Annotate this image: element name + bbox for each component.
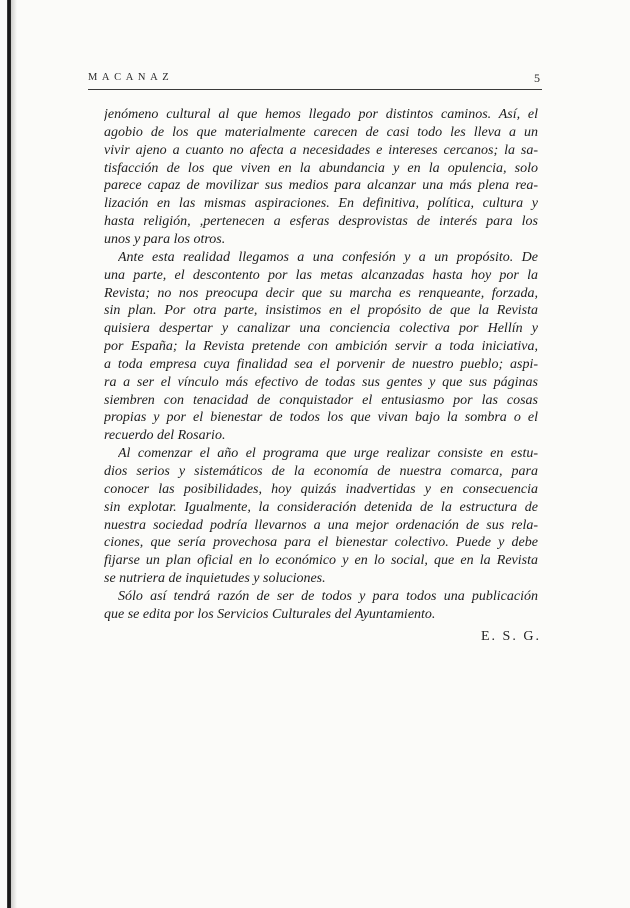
text-line: Sólo así tendrá razón de ser de todos y para todos una publicación	[118, 588, 538, 604]
text-line: jenómeno cultural al que hemos llegado por distintos caminos. Así, el	[104, 107, 538, 122]
text-line: Revista; no nos preocupa decir que su marcha es renqueante, forzada,	[104, 285, 538, 301]
text-line: siembren con tenacidad de conquistador el entusiasmo por las cosas	[104, 392, 538, 408]
text-line: se nutriera de inquietudes y soluciones.	[104, 571, 326, 587]
text-line: nuestra sociedad podría llevarnos a una mejor ordenación de sus rela-	[104, 517, 538, 533]
text-line: ra a ser el vínculo más efectivo de todas sus gentes y que sus páginas	[104, 374, 538, 390]
text-line: agobio de los que materialmente carecen de casi todo les lleva a un	[104, 124, 538, 140]
text-line: Al comenzar el año el programa que urge realizar consiste en estu-	[118, 446, 538, 462]
text-line: por España; la Revista pretende con ambición servir a toda iniciativa,	[104, 339, 538, 355]
text-line: tisfacción de los que viven en la abundancia y en la opulencia, solo	[104, 160, 538, 176]
text-line: ciones, que sería provechosa para el bienestar colectivo. Puede y debe	[104, 535, 538, 551]
page-number: 5	[534, 71, 540, 85]
text-line: unos y para los otros.	[104, 231, 226, 247]
text-line: quisiera despertar y canalizar una conciencia colectiva por Hellín y	[104, 321, 538, 337]
text-line: dios serios y sistemáticos de la economía de nuestra comarca, para	[104, 464, 538, 479]
page-binding-shadow	[11, 0, 17, 908]
text-line: propias y por el bienestar de todos los que vivan bajo la sombra o el	[104, 410, 538, 426]
running-header-title: MACANAZ	[88, 72, 174, 83]
text-line: sin explotar. Igualmente, la consideración detenida de la estructura de	[104, 499, 538, 515]
text-line: que se edita por los Servicios Culturales del Ayuntamiento.	[104, 606, 436, 622]
text-line: parece capaz de movilizar sus medios para alcanzar una más plena rea-	[104, 178, 538, 194]
author-initials: E. S. G.	[481, 629, 541, 644]
text-line: Ante esta realidad llegamos a una confesión y a un propósito. De	[118, 249, 538, 265]
text-line: fijarse un plan oficial en lo económico y en lo social, que en la Revista	[104, 553, 538, 569]
text-line: hasta religión, ,pertenecen a esferas desprovistas de interés para los	[104, 214, 538, 230]
text-line: a toda empresa cuya finalidad sea el porvenir de nuestro pueblo; aspi-	[104, 356, 538, 372]
text-line: una parte, el descontento por las metas alcanzadas hasta hoy por la	[104, 267, 538, 283]
text-line: recuerdo del Rosario.	[104, 428, 226, 444]
text-line: lización en las mismas aspiraciones. En definitiva, política, cultura y	[104, 196, 538, 212]
text-line: vivir ajeno a cuanto no afecta a necesidades e intereses cercanos; la sa-	[104, 142, 538, 158]
article-body	[104, 0, 538, 908]
text-line: sin plan. Por otra parte, insistimos en el propósito de que la Revista	[104, 303, 538, 319]
text-line: conocer las posibilidades, hoy quizás inadvertidas y en consecuencia	[104, 481, 538, 497]
